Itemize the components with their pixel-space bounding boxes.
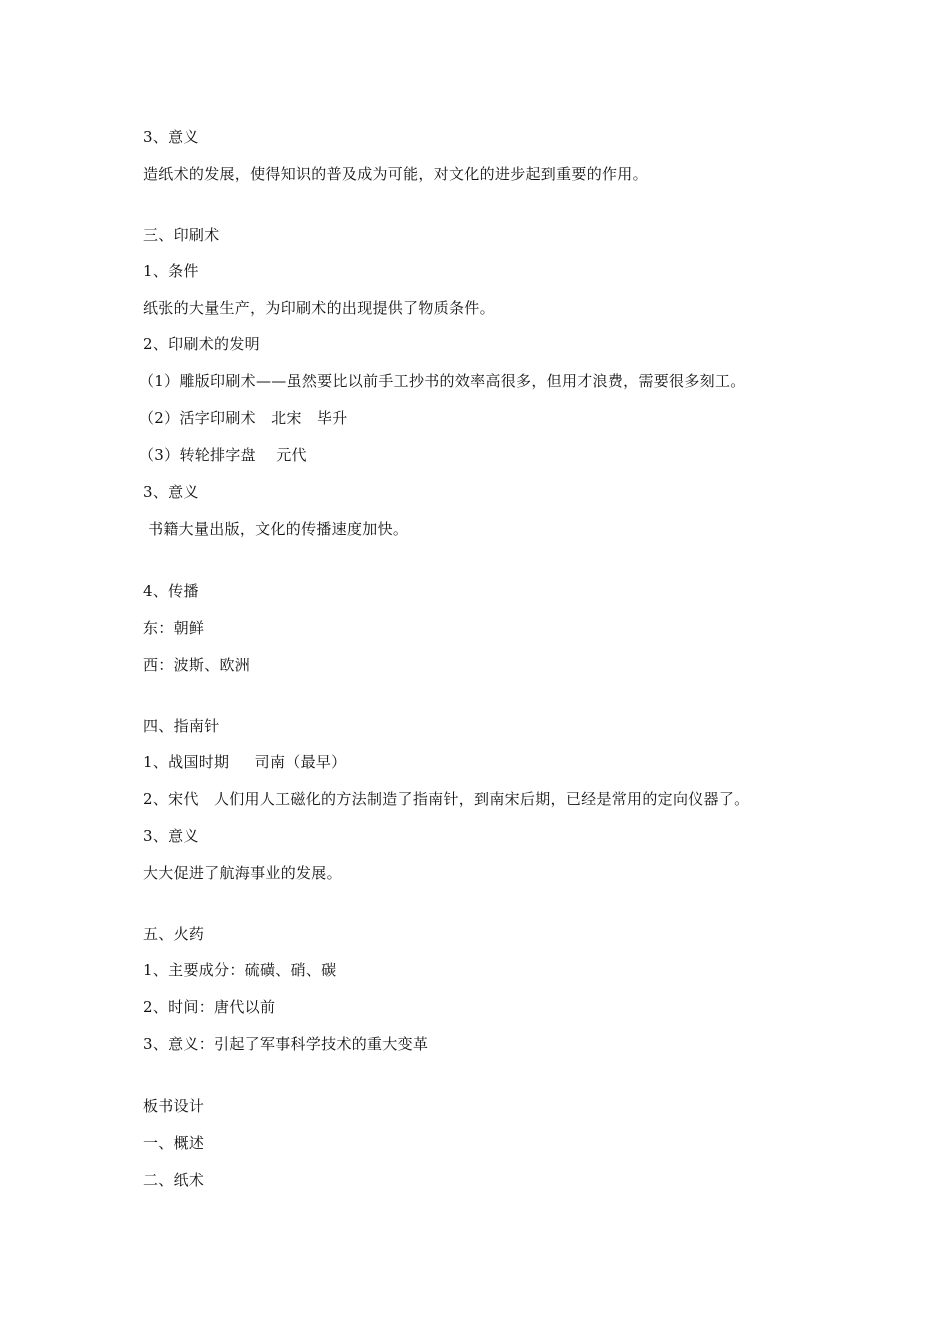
heading-spread: 4、传播 [143,582,199,600]
list-item: 二、纸术 [143,1171,205,1189]
paragraph-text: 大大促进了航海事业的发展。 [143,864,342,882]
paragraph-text: 东：朝鲜 [143,619,205,637]
heading-board-design: 板书设计 [143,1097,205,1115]
list-item: 2、宋代 人们用人工磁化的方法制造了指南针，到南宋后期，已经是常用的定向仪器了。 [143,790,750,808]
paragraph-text: 书籍大量出版，文化的传播速度加快。 [143,520,409,538]
list-item: 3、意义：引起了军事科学技术的重大变革 [143,1035,429,1053]
list-item: （1）雕版印刷术——虽然要比以前手工抄书的效率高很多，但用才浪费，需要很多刻工。 [139,372,746,390]
heading-significance: 3、意义 [143,827,199,845]
list-item: 1、主要成分：硫磺、硝、碳 [143,961,337,979]
list-item: 一、概述 [143,1134,205,1152]
paragraph-text: 造纸术的发展，使得知识的普及成为可能，对文化的进步起到重要的作用。 [143,165,648,183]
heading-significance: 3、意义 [143,483,199,501]
paragraph-text: 西：波斯、欧洲 [143,656,251,674]
list-item: 1、战国时期 司南（最早） [143,753,347,771]
paragraph-text: 纸张的大量生产，为印刷术的出现提供了物质条件。 [143,299,495,317]
heading-conditions: 1、条件 [143,262,199,280]
section-heading-gunpowder: 五、火药 [143,925,205,943]
list-item: （2）活字印刷术 北宋 毕升 [139,409,348,427]
section-heading-printing: 三、印刷术 [143,226,220,244]
list-item: 2、时间：唐代以前 [143,998,276,1016]
heading-invention: 2、印刷术的发明 [143,335,260,353]
section-heading-compass: 四、指南针 [143,717,220,735]
heading-significance: 3、意义 [143,128,199,146]
list-item: （3）转轮排字盘 元代 [139,446,307,464]
